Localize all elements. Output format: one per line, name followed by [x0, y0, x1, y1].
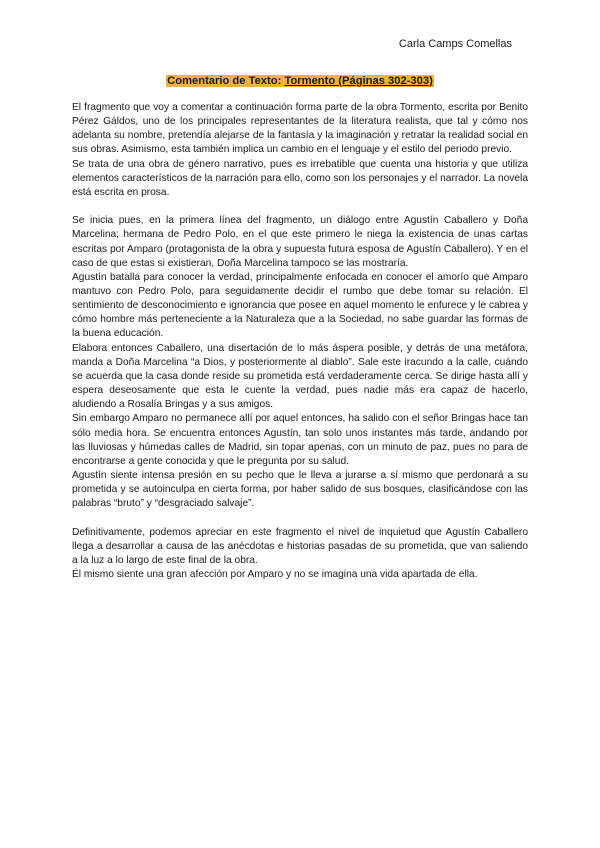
title-work: Tormento (Páginas 302-303) [284, 75, 433, 87]
paragraph-genre: Se trata de una obra de género narrativo, pues es irrebatible que cuenta una historia y que utiliza elementos característicos de la narración para ello, como son los personajes y el narrador. La novela está escrita en prosa. [72, 158, 528, 198]
title-prefix: Comentario de Texto: [167, 75, 285, 87]
paragraph-gap [72, 200, 528, 214]
document-title [166, 75, 434, 87]
paragraph-oath: Agustín siente intensa presión en su pecho que le lleva a jurarse a sí mismo que perdonará a su prometida y se autoinculpa en cierta forma, por haber salido de sus bosques, clasificándose con las palabras “bruto” y “desgraciado salvaje”. [72, 470, 528, 510]
paragraph-intro: El fragmento que voy a comentar a continuación forma parte de la obra Tormento, escrita por Benito Pérez Gáldos, uno de los principales representantes de la literatura realista, que tal y cómo nos adelanta su nombre, pretendía alejarse de la fantasía y la imaginación y retratar la realidad social en sus obras. Asimismo, esta también implica un cambio en el lenguaje y el estilo del periodo previo. [72, 102, 528, 156]
paragraph-conclusion: Definitivamente, podemos apreciar en este fragmento el nivel de inquietud que Agustín Caballero llega a desarrollar a causa de las anécdotas e historias pasadas de su prometida, que van saliendo a la luz a lo largo de este final de la obra. [72, 526, 528, 566]
paragraph-final: Él mismo siente una gran afección por Amparo y no se imagina una vida apartada de ella. [72, 569, 478, 581]
author-name: Carla Camps Comellas [398, 38, 512, 50]
paragraph-gap [72, 512, 528, 526]
paragraph-dialogue: Se inicia pues, en la primera línea del fragmento, un diálogo entre Agustín Caballero y Doña Marcelina; hermana de Pedro Polo, en el que este primero le niega la existencia de unas cartas escritas por Amparo (protagonista de la obra y supuesta futura esposa de Agustín Caballero). Y en el caso de que estas si existieran, Doña Marcelina tampoco se las mostraría. [72, 215, 528, 269]
paragraph-metaphor: Elabora entonces Caballero, una disertación de lo más áspera posible, y detrás de una metáfora, manda a Doña Marcelina “a Dios, y posteriormente al diablo”. Sale este iracundo a la calle, cuándo se acuerda que la casa donde reside su prometida está verdaderamente cerca. Se dirige hasta allí y espera deseosamente que esta le cuente la verdad, pues nadie más era capaz de hacerlo, aludiendo a Rosalía Bringas y a sus amigos. [72, 342, 528, 411]
paragraph-truth: Agustín batalla para conocer la verdad, principalmente enfocada en conocer el amorío que Amparo mantuvo con Pedro Polo, para seguidamente decidir el rumbo que debe tomar su relación. El sentimiento de desconocimiento e ignorancia que posee en aquel momento le enfurece y le cabrea y cómo hombre más perteneciente a la Naturaleza que a la Sociedad, no sabe guardar las formas de la buena educación. [72, 271, 528, 340]
paragraph-streets: Sin embargo Amparo no permanece allí por aquel entonces, ha salido con el señor Bringas hace tan sólo media hora. Se encuentra entonces Agustín, tan solo unos instantes más tarde, andando por las lluviosas y húmedas calles de Madrid, sin topar apenas, con un minuto de paz, pues no para de encontrarse a gente conocida y que le pregunta por su salud. [72, 413, 528, 467]
document-body [72, 101, 528, 582]
title-container [0, 71, 600, 89]
